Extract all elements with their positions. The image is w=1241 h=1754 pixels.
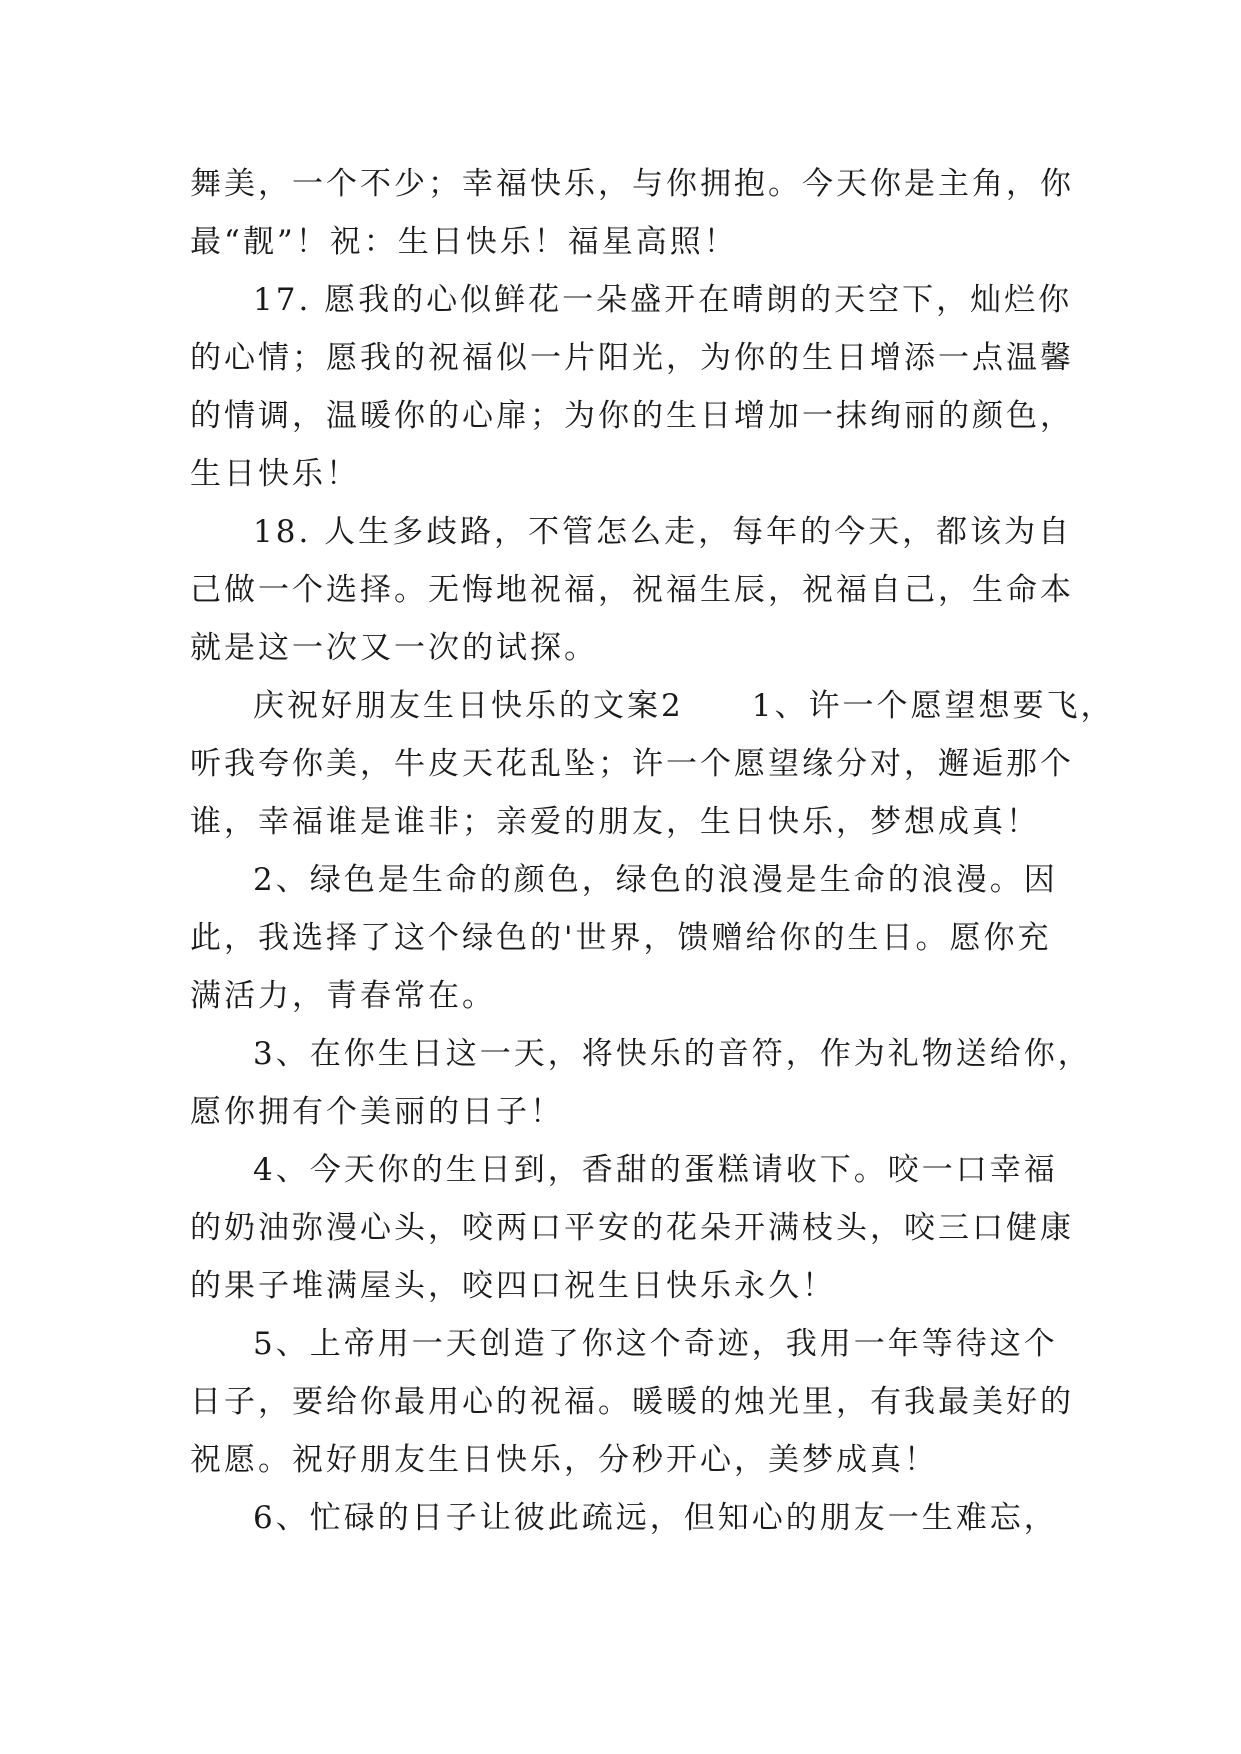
text-line: 庆祝好朋友生日快乐的文案2 1、许一个愿望想要飞，	[253, 688, 1115, 724]
text-line: 3、在你生日这一天，将快乐的音符，作为礼物送给你，	[253, 1036, 1092, 1072]
text-line: 祝愿。祝好朋友生日快乐，分秒开心，美梦成真！	[190, 1442, 938, 1478]
text-line: 6、忙碌的日子让彼此疏远，但知心的朋友一生难忘，	[253, 1500, 1058, 1536]
text-line: 己做一个选择。无悔地祝福，祝福生辰，祝福自己，生命本	[190, 572, 1074, 608]
text-line: 日子，要给你最用心的祝福。暖暖的烛光里，有我最美好的	[190, 1384, 1074, 1420]
text-line: 此，我选择了这个绿色的'世界，馈赠给你的生日。愿你充	[190, 920, 1052, 956]
text-line: 愿你拥有个美丽的日子！	[190, 1094, 564, 1130]
text-line: 的奶油弥漫心头，咬两口平安的花朵开满枝头，咬三口健康	[190, 1210, 1074, 1246]
text-line: 17. 愿我的心似鲜花一朵盛开在晴朗的天空下，灿烂你	[253, 282, 1073, 318]
text-line: 就是这一次又一次的试探。	[190, 630, 598, 666]
text-line: 4、今天你的生日到，香甜的蛋糕请收下。咬一口幸福	[253, 1152, 1058, 1188]
text-line: 谁，幸福谁是谁非；亲爱的朋友，生日快乐，梦想成真！	[190, 804, 1040, 840]
text-line: 满活力，青春常在。	[190, 978, 496, 1014]
document-body	[190, 155, 1115, 1547]
text-line: 2、绿色是生命的颜色，绿色的浪漫是生命的浪漫。因	[253, 862, 1058, 898]
text-line: 5、上帝用一天创造了你这个奇迹，我用一年等待这个	[253, 1326, 1058, 1362]
text-line: 生日快乐！	[190, 456, 360, 492]
text-line: 最“靓”！祝：生日快乐！福星高照！	[190, 224, 738, 260]
text-line: 18. 人生多歧路，不管怎么走，每年的今天，都该为自	[253, 514, 1073, 550]
text-line: 的心情；愿我的祝福似一片阳光，为你的生日增添一点温馨	[190, 340, 1074, 376]
text-line: 听我夸你美，牛皮天花乱坠；许一个愿望缘分对，邂逅那个	[190, 746, 1074, 782]
text-line: 的情调，温暖你的心扉；为你的生日增加一抹绚丽的颜色，	[190, 398, 1074, 434]
text-line: 舞美，一个不少；幸福快乐，与你拥抱。今天你是主角，你	[190, 166, 1074, 202]
text-line: 的果子堆满屋头，咬四口祝生日快乐永久！	[190, 1268, 836, 1304]
